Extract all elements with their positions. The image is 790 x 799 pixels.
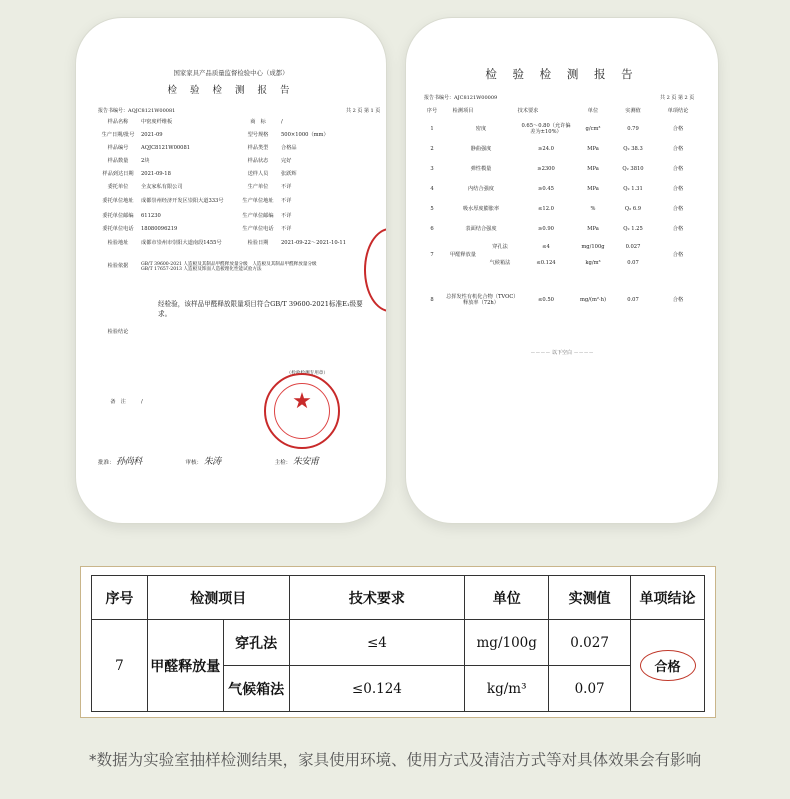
result-cell-unit: MPa bbox=[587, 146, 599, 153]
r7-req1: ≤4 bbox=[542, 244, 550, 251]
info-cell-l2: 样品状态 bbox=[247, 157, 269, 164]
info-cell-l2: 送样人员 bbox=[247, 170, 269, 177]
result-cell-item: 静曲强度 bbox=[470, 146, 492, 153]
result-cell-no: 3 bbox=[430, 166, 434, 173]
r7-sub2: 气候箱法 bbox=[489, 260, 511, 267]
basis-text: GB/T 39600-2021 人造板及其制品甲醛释放量分级 人造板及其制品甲醛释放量分级 GB/T 17657-2013 人造板及饰面人造板理化性能试验方法 bbox=[141, 261, 317, 272]
info-cell-v2: 不详 bbox=[281, 198, 292, 205]
r7-result: 合格 bbox=[672, 252, 684, 259]
result-row bbox=[420, 220, 702, 240]
result-cell-val: Q₂ 38.3 bbox=[623, 146, 643, 153]
info-cell-v1: 2021-09 bbox=[141, 131, 163, 138]
info-cell-l2: 生产单位电话 bbox=[242, 225, 274, 232]
signature-row bbox=[98, 458, 368, 468]
row-no: 7 bbox=[92, 620, 148, 712]
result-cell-res: 合格 bbox=[672, 146, 684, 153]
col-header-unit: 单位 bbox=[465, 576, 549, 620]
info-cell-v1: 2021-09-18 bbox=[141, 170, 171, 177]
requirement-climate-chamber: ≤0.124 bbox=[289, 666, 465, 712]
review-label: 审核： bbox=[185, 460, 203, 466]
info-row bbox=[96, 155, 368, 168]
result-cell-req: ≤12.0 bbox=[538, 206, 554, 213]
result-cell-unit: % bbox=[590, 206, 596, 213]
result-cell-no: 5 bbox=[430, 206, 434, 213]
method-climate-chamber: 气候箱法 bbox=[223, 666, 289, 712]
result-cell-unit: g/cm³ bbox=[585, 126, 601, 133]
col-header-item: 检测项目 bbox=[147, 576, 289, 620]
r7-val2: 0.07 bbox=[627, 260, 639, 267]
sample-info-table bbox=[96, 116, 368, 422]
r-header-cell: 单位 bbox=[587, 108, 599, 115]
result-cell-res: 合格 bbox=[672, 126, 684, 133]
info-cell-l1: 委托单位 bbox=[107, 183, 129, 190]
info-cell-v1: 成都崇州经济开发区崇阳大道333号 bbox=[141, 198, 224, 205]
result-row bbox=[420, 200, 702, 220]
conclusion-text: 经检验，该样品甲醛释放限量项目符合GB/T 39600-2021标准E₁级要求。 bbox=[158, 300, 363, 318]
official-seal-icon: ★ bbox=[264, 373, 340, 449]
r7-unit1: mg/100g bbox=[581, 244, 605, 251]
result-cell-res: 合格 bbox=[672, 166, 684, 173]
result-cell-val: 0.79 bbox=[627, 126, 639, 133]
remark-text: / bbox=[141, 399, 143, 406]
info-cell-l1: 生产日期/批号 bbox=[101, 131, 135, 138]
result-cell-req: ≥2300 bbox=[537, 166, 555, 173]
blank-below-marker: －－－－ 以下空白 －－－－ bbox=[530, 350, 594, 356]
stamp-caption: （检验检测专用章） bbox=[286, 370, 328, 376]
info-cell-v1: 611230 bbox=[141, 212, 161, 219]
result-cell-val: Q₂ 6.9 bbox=[624, 206, 642, 213]
info-cell-l2: 型号规格 bbox=[247, 131, 269, 138]
unit-climate-chamber: kg/m³ bbox=[465, 666, 549, 712]
row-item: 甲醛释放量 bbox=[147, 620, 223, 712]
conclusion-label: 检验结论 bbox=[107, 329, 129, 336]
result-cell-no: 6 bbox=[430, 226, 434, 233]
info-cell-l1: 委托单位地址 bbox=[102, 198, 134, 205]
info-row bbox=[96, 210, 368, 223]
info-row bbox=[96, 129, 368, 142]
result-cell-item: 弹性模量 bbox=[470, 166, 492, 173]
info-cell-l2: 检验日期 bbox=[247, 240, 269, 247]
r8-req: ≤0.50 bbox=[538, 297, 554, 304]
r7-item: 甲醛释放量 bbox=[450, 252, 476, 259]
r7-unit2: kg/m³ bbox=[585, 260, 601, 267]
info-cell-l1: 检验地址 bbox=[107, 240, 129, 247]
page-indicator-2: 共 2 页 第 2 页 bbox=[660, 95, 695, 101]
r8-item: 总挥发性有机化合物（TVOC）释放率（72h） bbox=[446, 294, 516, 306]
r8-no: 8 bbox=[430, 297, 434, 304]
info-cell-v2: 张跃辉 bbox=[281, 170, 297, 177]
disclaimer-footnote: *数据为实验室抽样检测结果，家具使用环境、使用方式及清洁方式等对具体效果会有影响 bbox=[88, 751, 702, 769]
result-cell-req: ≥0.45 bbox=[538, 186, 554, 193]
formaldehyde-table bbox=[91, 575, 705, 712]
result-row bbox=[420, 180, 702, 200]
info-cell-l2: 生产单位地址 bbox=[242, 198, 274, 205]
value-perforator: 0.027 bbox=[549, 620, 631, 666]
info-cell-v1: 全友家私有限公司 bbox=[141, 183, 183, 190]
r7-sub1: 穿孔法 bbox=[492, 244, 508, 251]
r-header-cell: 单项结论 bbox=[667, 108, 689, 115]
result-cell-unit: MPa bbox=[587, 186, 599, 193]
col-header-requirement: 技术要求 bbox=[289, 576, 465, 620]
result-cell-item: 密度 bbox=[475, 126, 487, 133]
result-cell-res: 合格 bbox=[672, 226, 684, 233]
result-cell-item: 内结合强度 bbox=[468, 186, 494, 193]
r-header-cell: 检测项目 bbox=[452, 108, 474, 115]
result-row bbox=[420, 120, 702, 140]
info-row bbox=[96, 223, 368, 236]
result-cell-req: 0.65～0.80（允许偏差为±10%） bbox=[521, 123, 571, 135]
col-header-no: 序号 bbox=[92, 576, 148, 620]
info-row bbox=[96, 116, 368, 129]
info-row bbox=[96, 142, 368, 155]
info-cell-v2: 完好 bbox=[281, 157, 292, 164]
result-row bbox=[420, 140, 702, 160]
report-card-page-2 bbox=[406, 18, 718, 523]
info-cell-v2: 不详 bbox=[281, 183, 292, 190]
result-cell-val: Q₂ 3810 bbox=[622, 166, 644, 173]
main-inspector-signature: 朱安甫 bbox=[292, 457, 319, 467]
report-number-2: 报告书编号：AJC8121W00009 bbox=[424, 95, 498, 101]
report-number: 报告书编号：AQJC8121W00081 bbox=[98, 108, 176, 114]
info-cell-l2: 样品类型 bbox=[247, 144, 269, 151]
result-cell-no: 4 bbox=[430, 186, 434, 193]
info-cell-l1: 样品到达日期 bbox=[102, 170, 134, 177]
value-climate-chamber: 0.07 bbox=[549, 666, 631, 712]
basis-label: 检验依据 bbox=[107, 263, 129, 270]
info-cell-l2: 生产单位邮编 bbox=[242, 212, 274, 219]
info-cell-v1: 成都市崇州市崇阳大道南段1455号 bbox=[141, 240, 222, 247]
info-row bbox=[96, 168, 368, 181]
col-header-measured: 实测值 bbox=[549, 576, 631, 620]
info-cell-v2: 合格品 bbox=[281, 144, 297, 151]
info-row bbox=[96, 194, 368, 210]
r-header-cell: 实测值 bbox=[625, 108, 641, 115]
result-cell-unit: MPa bbox=[587, 166, 599, 173]
result-cell-req: ≥0.90 bbox=[538, 226, 554, 233]
review-signature: 朱涛 bbox=[203, 457, 221, 467]
col-header-result: 单项结论 bbox=[631, 576, 705, 620]
r8-val: 0.07 bbox=[627, 297, 639, 304]
info-cell-l1: 样品数量 bbox=[107, 157, 129, 164]
method-perforator: 穿孔法 bbox=[223, 620, 289, 666]
r-header-cell: 技术要求 bbox=[517, 108, 539, 115]
info-cell-l1: 委托单位电话 bbox=[102, 225, 134, 232]
result-cell-val: Q₂ 1.31 bbox=[623, 186, 643, 193]
result-cell-req: ≥24.0 bbox=[538, 146, 554, 153]
report-title-2: 检 验 检 测 报 告 bbox=[485, 67, 639, 81]
r8-result: 合格 bbox=[672, 297, 684, 304]
report-header: 国家家具产品质量监督检验中心（成都） bbox=[173, 69, 289, 77]
info-cell-v2: 2021-09-22～2021-10-11 bbox=[281, 240, 347, 247]
unit-perforator: mg/100g bbox=[465, 620, 549, 666]
formaldehyde-highlight-panel bbox=[80, 566, 716, 718]
approve-label: 批准： bbox=[98, 460, 115, 466]
info-cell-v1: AQJC8121W00081 bbox=[141, 144, 191, 151]
info-cell-v1: 18080096219 bbox=[141, 225, 178, 232]
test-results-table bbox=[420, 104, 702, 330]
info-cell-v1: 中密度纤维板 bbox=[141, 118, 173, 125]
result-cell-no: 1 bbox=[430, 126, 434, 133]
result-cell-unit: MPa bbox=[587, 226, 599, 233]
result-cell-res: 合格 bbox=[672, 206, 684, 213]
result-cell-val: Q₂ 1.25 bbox=[623, 226, 643, 233]
page-indicator: 共 2 页 第 1 页 bbox=[346, 108, 381, 114]
report-title: 检 验 检 测 报 告 bbox=[167, 85, 295, 96]
result-cell-item: 表面结合强度 bbox=[465, 226, 497, 233]
approve-signature: 孙尚科 bbox=[116, 457, 142, 467]
info-cell-v2: 不详 bbox=[281, 212, 292, 219]
r8-unit: mg/(m²·h) bbox=[579, 297, 607, 304]
r7-val1: 0.027 bbox=[625, 244, 641, 251]
result-cell-res: 合格 bbox=[672, 186, 684, 193]
info-cell-v2: 不详 bbox=[281, 225, 292, 232]
main-inspector-label: 主检： bbox=[274, 460, 292, 466]
report-card-page-1 bbox=[76, 18, 386, 523]
info-cell-v2: 500×1000（mm） bbox=[281, 131, 329, 138]
result-cell-item: 吸水厚度膨胀率 bbox=[462, 206, 500, 213]
remark-label: 备 注 bbox=[110, 399, 126, 406]
info-cell-l1: 样品名称 bbox=[107, 118, 129, 125]
info-cell-l2: 商 标 bbox=[250, 118, 266, 125]
result-cell-no: 2 bbox=[430, 146, 434, 153]
r7-no: 7 bbox=[430, 252, 434, 259]
info-cell-v2: / bbox=[281, 118, 283, 125]
info-cell-l2: 生产单位 bbox=[247, 183, 269, 190]
result-row bbox=[420, 160, 702, 180]
info-row bbox=[96, 236, 368, 252]
info-cell-l1: 委托单位邮编 bbox=[102, 212, 134, 219]
info-cell-v1: 2块 bbox=[141, 157, 150, 164]
requirement-perforator: ≤4 bbox=[289, 620, 465, 666]
result-pass-badge: 合格 bbox=[640, 650, 696, 681]
r-header-cell: 序号 bbox=[426, 108, 438, 115]
r7-req2: ≤0.124 bbox=[536, 260, 556, 267]
info-cell-l1: 样品编号 bbox=[107, 144, 129, 151]
info-row bbox=[96, 181, 368, 194]
